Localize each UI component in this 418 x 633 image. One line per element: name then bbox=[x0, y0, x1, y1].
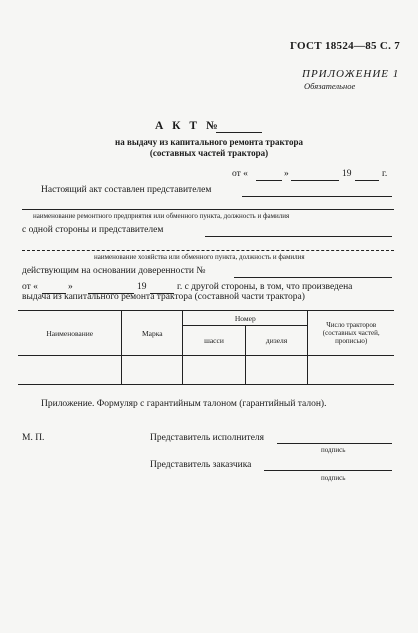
cell-chassis bbox=[183, 356, 246, 385]
appendix-title: ПРИЛОЖЕНИЕ 1 bbox=[302, 68, 400, 80]
attachment-note: Приложение. Формуляр с гарантийным талоном (гарантийный талон). bbox=[41, 399, 327, 409]
date2-from-label: от « bbox=[22, 282, 38, 292]
other-party-line-2 bbox=[22, 250, 394, 251]
other-party-label: с одной стороны и представителем bbox=[22, 225, 164, 235]
date-year-label: 19 bbox=[342, 169, 352, 179]
col-chassis-header: шасси bbox=[183, 326, 246, 356]
date-year-line bbox=[355, 180, 379, 181]
cell-engine bbox=[245, 356, 308, 385]
power-of-attorney-label: действующим на основании доверенности № bbox=[22, 266, 206, 276]
other-party-line bbox=[205, 236, 392, 237]
standard-header: ГОСТ 18524—85 С. 7 bbox=[290, 40, 401, 52]
date2-mid-label: » bbox=[68, 282, 73, 292]
executor-signature-caption: подпись bbox=[321, 446, 346, 454]
power-of-attorney-line bbox=[234, 277, 392, 278]
col-count-header: Число тракторов (составных частей, прописью) bbox=[308, 311, 394, 356]
composed-by-line bbox=[242, 196, 392, 197]
executor-signature-line bbox=[277, 443, 392, 444]
col-engine-header: дизеля bbox=[245, 326, 308, 356]
col-name-header: Наименование bbox=[18, 311, 122, 356]
cell-count bbox=[308, 356, 394, 385]
date-mid-label: » bbox=[284, 169, 289, 179]
act-subtitle-2: (составных частей трактора) bbox=[149, 148, 269, 158]
cell-mark bbox=[122, 356, 183, 385]
customer-label: Представитель заказчика bbox=[150, 460, 252, 470]
customer-signature-line bbox=[264, 470, 392, 471]
tractor-table bbox=[18, 310, 394, 385]
act-number-line bbox=[216, 132, 262, 133]
date-month-line bbox=[291, 180, 339, 181]
cell-name bbox=[18, 356, 122, 385]
customer-signature-caption: подпись bbox=[321, 474, 346, 482]
caption-repair-enterprise: наименование ремонтного предприятия или обменного пункта, должность и фамилия bbox=[33, 212, 290, 220]
date2-year-label: 19 bbox=[137, 282, 147, 292]
stamp-place-label: М. П. bbox=[22, 433, 45, 443]
appendix-subtitle: Обязательное bbox=[304, 81, 356, 91]
col-number-header: Номер bbox=[183, 311, 308, 326]
issuance-text: выдача из капитального ремонта трактора (составной части трактора) bbox=[22, 292, 305, 302]
composed-by-line-2 bbox=[22, 209, 394, 210]
caption-farm: наименование хозяйства или обменного пункта, должность и фамилия bbox=[94, 253, 305, 261]
composed-by-label: Настоящий акт составлен представителем bbox=[41, 185, 212, 195]
date-day-line bbox=[256, 180, 282, 181]
other-side-text: г. с другой стороны, в том, что произведена bbox=[177, 282, 353, 292]
act-title: А К Т № bbox=[155, 120, 221, 132]
act-subtitle-1: на выдачу из капитального ремонта трактора bbox=[115, 137, 303, 147]
date-g-label: г. bbox=[382, 169, 388, 179]
col-mark-header: Марка bbox=[122, 311, 183, 356]
date-from-label: от « bbox=[232, 169, 248, 179]
executor-label: Представитель исполнителя bbox=[150, 433, 265, 443]
